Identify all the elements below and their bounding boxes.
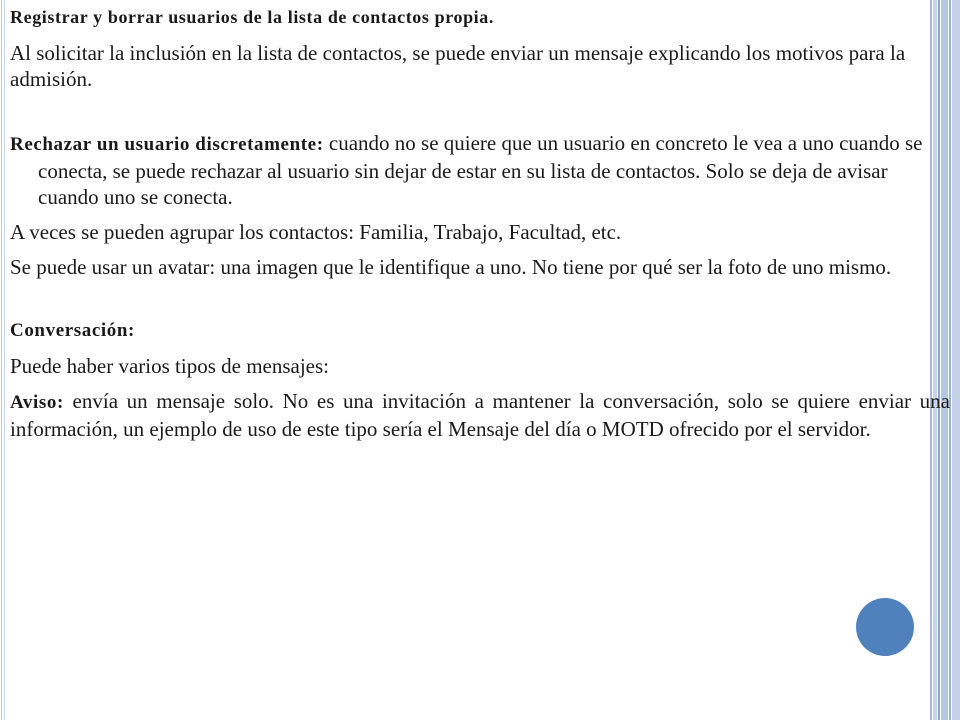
conversation-heading: Conversación: [10, 320, 135, 341]
notice-text: envía un mensaje solo. No es una invitación a mantener la conversación, solo se quiere enviar una información, un ejemplo de uso de este tipo sería el Mensaje del día o MOTD ofrecido por el servidor. [10, 389, 950, 441]
decorative-circle [856, 598, 914, 656]
notice-label: Aviso: [10, 392, 64, 413]
section-heading: Registrar y borrar usuarios de la lista de contactos propia. [10, 7, 494, 27]
slide-body [10, 4, 950, 442]
message-types-paragraph: Puede haber varios tipos de mensajes: [10, 354, 329, 378]
reject-text: cuando no se quiere que un usuario en concreto le vea a uno cuando se conecta, se puede rechazar al usuario sin dejar de estar en su lista de contactos. Solo se deja de avisar cuando uno se conecta. [38, 131, 923, 209]
reject-label: Rechazar un usuario discretamente: [10, 134, 324, 155]
avatar-paragraph: Se puede usar un avatar: una imagen que le identifique a uno. No tiene por qué ser la foto de uno mismo. [10, 255, 892, 279]
notice-paragraph [10, 388, 950, 442]
stripe [952, 0, 960, 720]
contacts-paragraph: Al solicitar la inclusión en la lista de contactos, se puede enviar un mensaje explicando los motivos para la admisión. [10, 41, 906, 91]
groups-paragraph: A veces se pueden agrupar los contactos: Familia, Trabajo, Facultad, etc. [10, 220, 622, 244]
left-border-line-inner [4, 0, 5, 720]
left-border-line [1, 0, 2, 720]
reject-paragraph [10, 130, 950, 210]
